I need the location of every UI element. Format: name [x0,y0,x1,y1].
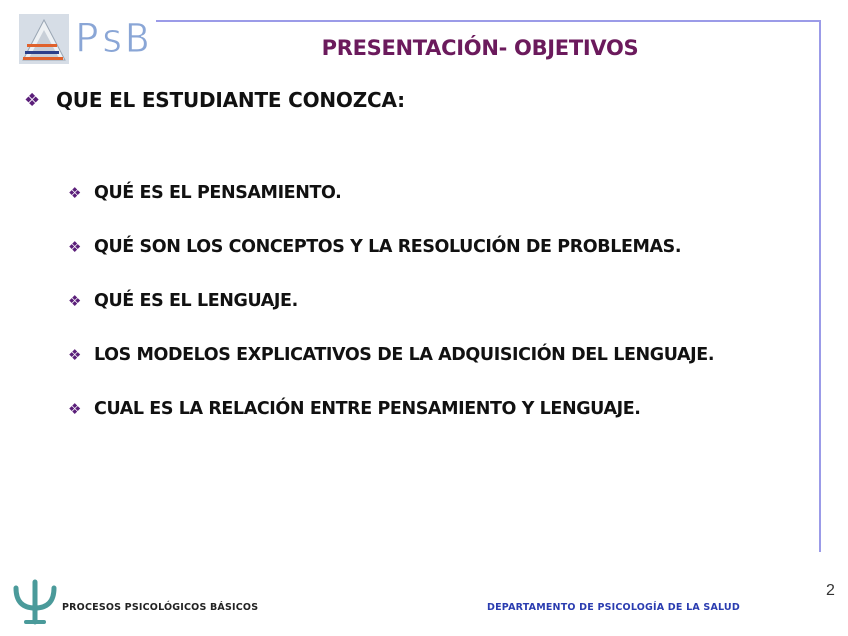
list-item [68,232,714,262]
diamond-bullet-icon: ❖ [24,89,41,111]
list-item-text: CUAL ES LA RELACIÓN ENTRE PENSAMIENTO Y LENGUAJE. [94,399,641,419]
frame-right-line [819,20,821,552]
diamond-bullet-icon: ❖ [68,238,82,256]
diamond-bullet-icon: ❖ [68,184,82,202]
slide-title: PRESENTACIÓN- OBJETIVOS [321,36,639,60]
footer-department: DEPARTAMENTO DE PSICOLOGÍA DE LA SALUD [487,602,740,613]
footer-course-name: PROCESOS PSICOLÓGICOS BÁSICOS [62,602,259,613]
logo-text: PsB [75,16,151,62]
diamond-bullet-icon: ❖ [68,400,82,418]
frame-top-line [156,20,821,22]
psi-icon [10,578,60,626]
list-item [68,286,714,316]
list-item-text: LOS MODELOS EXPLICATIVOS DE LA ADQUISICIÓN DEL LENGUAJE. [94,345,715,365]
list-item [68,178,714,208]
list-item-text: QUÉ ES EL LENGUAJE. [94,291,298,311]
psb-logo-icon [19,14,69,64]
objectives-list [68,178,714,448]
list-item-text: QUÉ SON LOS CONCEPTOS Y LA RESOLUCIÓN DE PROBLEMAS. [94,237,682,257]
psb-logo [19,14,157,64]
main-bullet [24,88,405,112]
list-item [68,394,714,424]
diamond-bullet-icon: ❖ [68,346,82,364]
diamond-bullet-icon: ❖ [68,292,82,310]
list-item-text: QUÉ ES EL PENSAMIENTO. [94,183,342,203]
page-number: 2 [826,582,835,599]
list-item [68,340,714,370]
main-bullet-text: QUE EL ESTUDIANTE CONOZCA: [56,88,405,112]
